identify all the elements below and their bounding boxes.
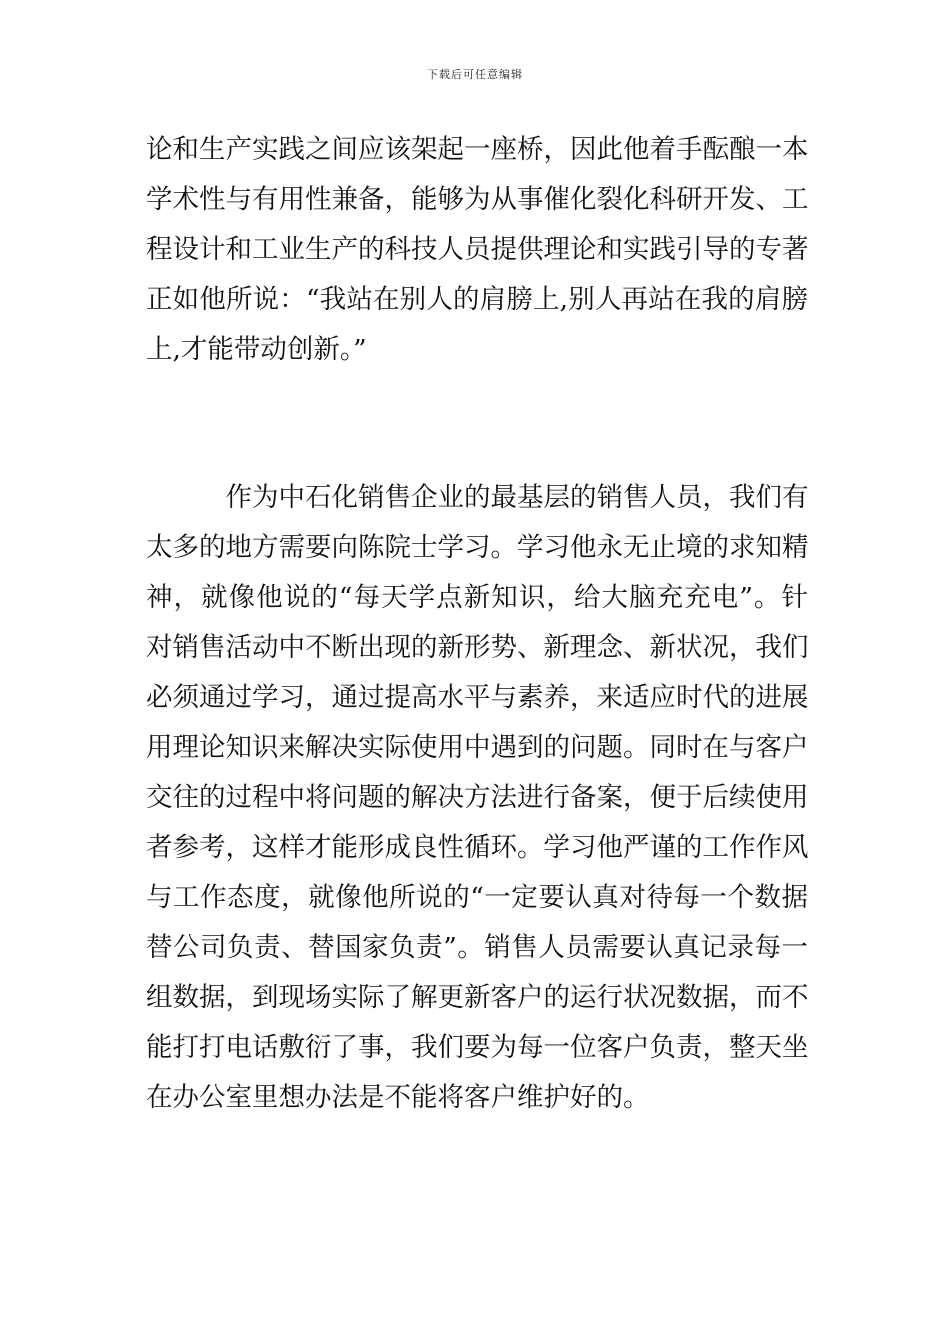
text-line: 作为中石化销售企业的最基层的销售人员，我们有 <box>146 482 809 513</box>
text-line: 组数据，到现场实际了解更新客户的运行状况数据，而不 <box>146 982 809 1013</box>
text-line: 用理论知识来解决实际使用中遇到的问题。同时在与客户 <box>146 732 809 763</box>
text-line: 能打打电话敷衍了事，我们要为每一位客户负责，整天坐 <box>146 1032 809 1063</box>
text-line: 替公司负责、替国家负责”。销售人员需要认真记录每一 <box>146 932 808 963</box>
text-line: 学术性与有用性兼备，能够为从事催化裂化科研开发、工 <box>146 184 809 215</box>
text-line: 论和生产实践之间应该架起一座桥，因此他着手酝酿一本 <box>146 134 809 165</box>
text-line: 交往的过程中将问题的解决方法进行备案，便于后续使用 <box>146 782 809 813</box>
text-line: 上,才能带动创新。” <box>146 334 367 365</box>
text-line: 太多的地方需要向陈院士学习。学习他永无止境的求知精 <box>146 532 809 563</box>
text-line: 与工作态度，就像他所说的“一定要认真对待每一个数据 <box>146 882 808 913</box>
text-line: 者参考，这样才能形成良性循环。学习他严谨的工作作风 <box>146 832 809 863</box>
page-header: 下载后可任意编辑 <box>427 68 523 81</box>
text-line: 正如他所说：“我站在别人的肩膀上,别人再站在我的肩膀 <box>146 284 808 315</box>
text-line: 程设计和工业生产的科技人员提供理论和实践引导的专著 <box>146 234 809 265</box>
text-line: 在办公室里想办法是不能将客户维护好的。 <box>146 1082 650 1113</box>
text-line: 对销售活动中不断出现的新形势、新理念、新状况，我们 <box>146 632 809 663</box>
text-line: 必须通过学习，通过提高水平与素养，来适应时代的进展 <box>146 682 809 713</box>
text-line: 神，就像他说的“每天学点新知识，给大脑充充电”。针 <box>146 582 808 613</box>
